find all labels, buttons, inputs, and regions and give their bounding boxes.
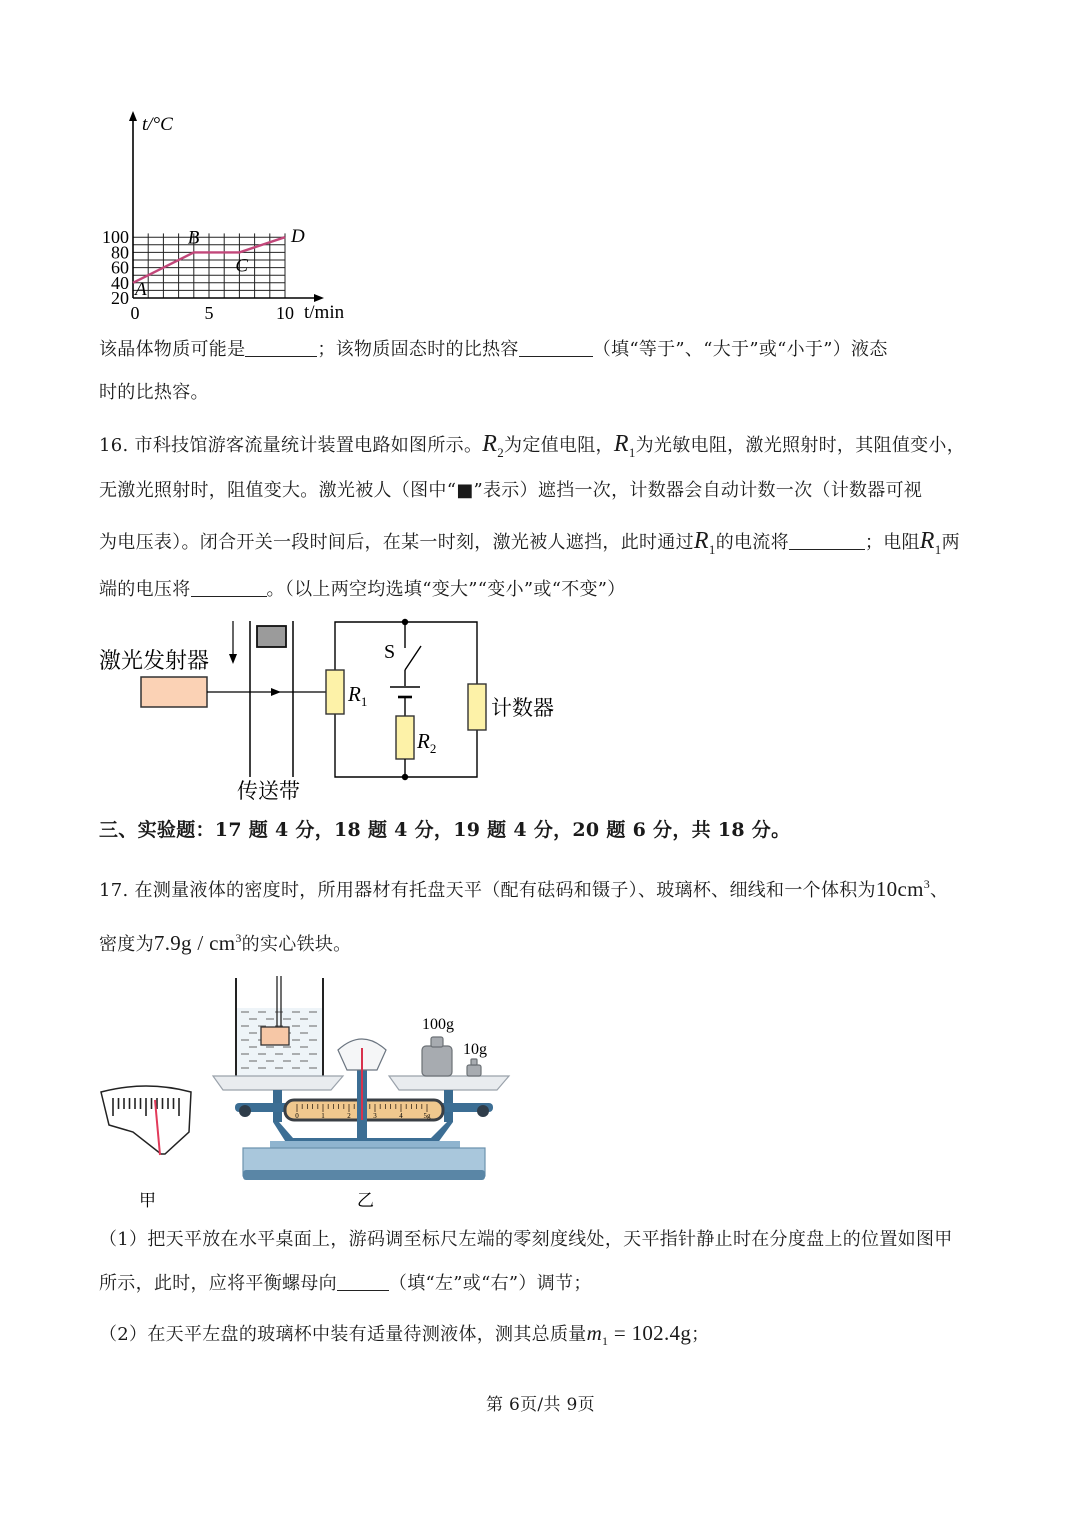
y-axis-label: t/°C (142, 114, 173, 135)
q15-text-a: 该晶体物质可能是 (99, 339, 246, 360)
left-pan (213, 1076, 343, 1090)
graph-grid (133, 233, 285, 298)
weight-10g-icon (467, 1065, 481, 1076)
q15-text-c: （填“等于”、“大于”或“小于”）液态 (592, 339, 888, 360)
r1-resistor (326, 670, 344, 714)
r2-resistor (396, 716, 414, 759)
iron-block (261, 1027, 289, 1045)
x-tick-label: 0 (130, 303, 140, 323)
q16-line-4 (99, 580, 626, 600)
x-axis-arrow (314, 294, 324, 302)
q17-text-b: 、 (930, 880, 949, 901)
point-label-a: A (135, 278, 147, 300)
step-1-line-1: （1）把天平放在水平桌面上，游码调至标尺左端的零刻度线处，天平指针静止时在分度盘上的位置如图甲 (99, 1229, 953, 1250)
point-label-d: D (291, 226, 305, 248)
weight-10g-label: 10g (463, 1041, 487, 1058)
symbol-r1: $R_1$ (613, 431, 636, 460)
q16-text-b: 为定值电阻， (504, 435, 614, 456)
caption-jia: 甲 (139, 1191, 156, 1210)
q16-text-4a: 端的电压将 (99, 579, 191, 600)
volume-value: $10cm^3$ (875, 877, 931, 901)
ruler-number: 2 (347, 1112, 351, 1120)
right-balance-nut (477, 1105, 489, 1117)
step-2-line (99, 1320, 709, 1354)
q17-line-2 (99, 925, 351, 958)
right-pan (389, 1076, 509, 1090)
caption-yi: 乙 (357, 1191, 374, 1210)
junction-top (402, 619, 408, 625)
balance-illustration (95, 970, 525, 1215)
q15-line-2: 时的比热容。 (99, 382, 209, 403)
y-tick-label: 60 (111, 257, 129, 278)
y-tick-label: 80 (111, 242, 129, 263)
x-tick-label: 5 (204, 303, 214, 323)
q16-text-c: 为光敏电阻，激光照射时，其阻值变小， (635, 435, 966, 456)
q16-line-3 (99, 527, 960, 564)
step-1-line-2 (99, 1274, 592, 1294)
dial-jia (101, 1086, 191, 1155)
ruler-number: 5g (423, 1112, 431, 1120)
emitter-label: 激光发射器 (99, 648, 210, 673)
q15-line-1 (99, 340, 888, 360)
dial-jia-outline (101, 1086, 191, 1154)
answer-blank-2[interactable] (519, 340, 593, 357)
ruler-number: 1 (321, 1112, 325, 1120)
y-axis-arrow (129, 111, 137, 121)
balance-base-top (270, 1141, 460, 1148)
ruler-number: 4 (399, 1112, 403, 1120)
ruler-number: 3 (373, 1112, 377, 1120)
x-tick-label: 10 (276, 303, 294, 323)
step-2-text-a: （2）在天平左盘的玻璃杯中装有适量待测液体，测其总质量 (99, 1324, 587, 1345)
weight-10g-knob (471, 1059, 477, 1065)
q17-line-1 (99, 871, 948, 904)
q16-text-4b: 。（以上两空均选填“变大”“变小”或“不变”） (266, 579, 626, 600)
step-1-text-a: 所示，此时，应将平衡螺母向 (99, 1273, 337, 1294)
step-2-text-b: ； (691, 1324, 710, 1345)
laser-emitter (141, 677, 207, 707)
step-1-text-b: （填“左”或“右”）调节； (388, 1273, 592, 1294)
r1-label: $R_1$ (348, 682, 368, 709)
weight-100g-label: 100g (422, 1016, 454, 1033)
q15-text-b: ；该物质固态时的比热容 (317, 339, 519, 360)
section-3-heading: 三、实验题：17 题 4 分，18 题 4 分，19 题 4 分，20 题 6 分，共 18 分。 (99, 819, 791, 841)
switch-label: S (384, 641, 396, 663)
ruler-number: 0 (295, 1112, 299, 1120)
q16-text-3a: 为电压表）。闭合开关一段时间后，在某一时刻，激光被人遮挡，此时通过 (99, 532, 694, 553)
person-block-icon (257, 626, 286, 647)
q16-text-a: 16. 市科技馆游客流量统计装置电路如图所示。 (99, 435, 483, 456)
answer-blank-4[interactable] (191, 580, 267, 597)
page-footer: 第 6页/共 9页 (486, 1395, 595, 1415)
point-label-b: B (187, 227, 200, 249)
counter (468, 684, 486, 730)
weight-100g-knob (431, 1037, 443, 1047)
weight-100g-icon (422, 1046, 452, 1076)
symbol-r1: $R_1$ (919, 528, 942, 557)
density-value: $7.9g / cm^3$ (153, 931, 242, 955)
belt-label: 传送带 (237, 779, 300, 803)
down-arrow-icon (229, 654, 237, 664)
q16-text-3b: 的电流将 (715, 532, 789, 553)
laser-counter-circuit (95, 612, 595, 807)
q17-text-a: 17. 在测量液体的密度时，所用器材有托盘天平（配有砝码和镊子）、玻璃杯、细线和一个体积为 (99, 880, 876, 901)
left-balance-nut (239, 1105, 251, 1117)
answer-blank-1[interactable] (245, 340, 317, 357)
junction-bottom (402, 774, 408, 780)
y-tick-label: 40 (111, 272, 129, 293)
y-tick-labels (102, 227, 129, 308)
y-tick-label: 100 (102, 227, 129, 248)
symbol-r1: $R_1$ (693, 528, 716, 557)
balance-yi (213, 976, 509, 1180)
laser-arrow-icon (271, 688, 281, 696)
q16-line-1 (99, 430, 965, 467)
switch-blade (405, 646, 421, 670)
q16-text-3d: 两 (941, 532, 960, 553)
y-tick-label: 20 (111, 288, 129, 308)
answer-blank-3[interactable] (789, 533, 865, 550)
q16-line-2: 无激光照射时，阻值变大。激光被人（图中“■”表示）遮挡一次，计数器会自动计数一次（计数器可视 (99, 480, 923, 501)
q17-text-2b: 的实心铁块。 (241, 934, 352, 955)
symbol-r2: $R_2$ (482, 431, 505, 460)
q16-text-3c: ；电阻 (864, 532, 920, 553)
x-axis-label: t/min (304, 302, 345, 323)
m1-value: $m_1 = 102.4g$ (586, 1321, 692, 1349)
counter-label: 计数器 (491, 696, 554, 720)
q17-text-2a: 密度为 (99, 934, 154, 955)
point-label-c: C (235, 255, 249, 277)
answer-blank-5[interactable] (337, 1274, 389, 1291)
balance-base-foot (243, 1170, 485, 1180)
x-tick-labels (131, 303, 295, 323)
temperature-time-graph (90, 105, 370, 330)
r2-label: $R_2$ (417, 729, 437, 756)
